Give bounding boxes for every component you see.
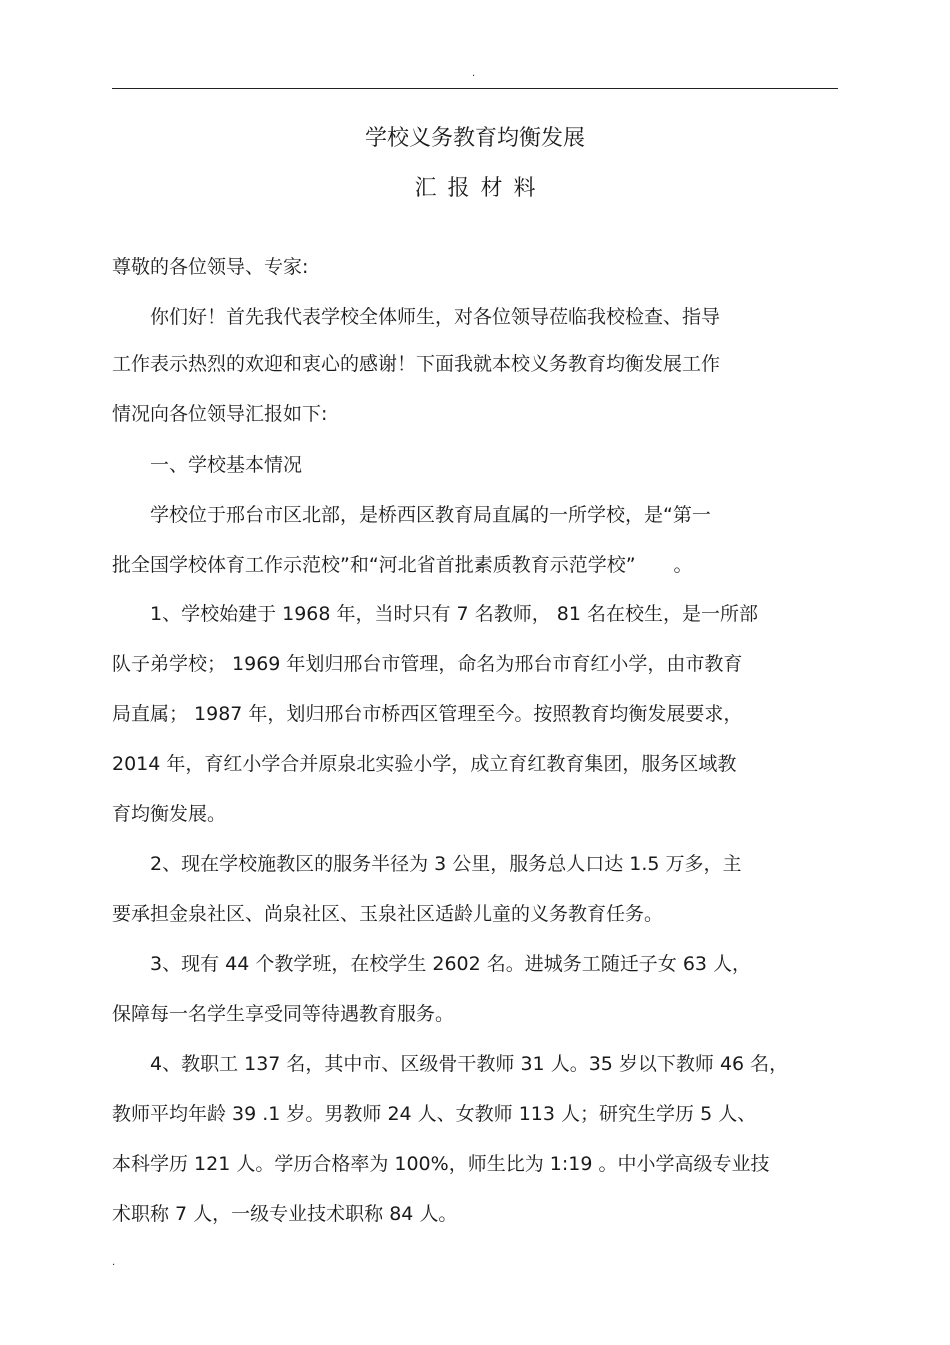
salutation: 尊敬的各位领导、专家: bbox=[112, 256, 309, 278]
body-line: 你们好！首先我代表学校全体师生，对各位领导莅临我校检查、指导 bbox=[112, 306, 721, 328]
header-rule bbox=[112, 88, 838, 89]
body-line: 2、现在学校施教区的服务半径为 3 公里，服务总人口达 1.5 万多，主 bbox=[112, 853, 742, 875]
body-line: 工作表示热烈的欢迎和衷心的感谢！下面我就本校义务教育均衡发展工作 bbox=[112, 353, 721, 375]
document-title: 学校义务教育均衡发展 bbox=[364, 126, 585, 151]
section-heading: 一、学校基本情况 bbox=[112, 454, 303, 476]
header-mark: . bbox=[472, 68, 476, 79]
body-line: 教师平均年龄 39 .1 岁。男教师 24 人、女教师 113 人；研究生学历 5 人、 bbox=[112, 1103, 757, 1125]
body-line: 要承担金泉社区、尚泉社区、玉泉社区适龄儿童的义务教育任务。 bbox=[112, 903, 664, 925]
body-line: 局直属； 1987 年，划归邢台市桥西区管理至今。按照教育均衡发展要求， bbox=[112, 703, 743, 725]
body-line: 情况向各位领导汇报如下: bbox=[112, 403, 328, 425]
body-line: 3、现有 44 个教学班，在校学生 2602 名。进城务工随迁子女 63 人， bbox=[112, 953, 752, 975]
body-line: 学校位于邢台市区北部，是桥西区教育局直属的一所学校，是“第一 bbox=[112, 504, 711, 526]
body-line: 育均衡发展。 bbox=[112, 803, 227, 825]
body-line: 术职称 7 人，一级专业技术职称 84 人。 bbox=[112, 1203, 458, 1225]
body-line: 本科学历 121 人。学历合格率为 100%，师生比为 1:19 。中小学高级专业技 bbox=[112, 1153, 770, 1175]
document-subtitle: 汇报材料 bbox=[414, 176, 547, 201]
body-line: 4、教职工 137 名，其中市、区级骨干教师 31 人。35 岁以下教师 46 名， bbox=[112, 1053, 789, 1075]
body-line: 1、学校始建于 1968 年，当时只有 7 名教师， 81 名在校生，是一所部 bbox=[112, 603, 758, 625]
body-line: 保障每一名学生享受同等待遇教育服务。 bbox=[112, 1003, 455, 1025]
footer-mark: . bbox=[112, 1257, 116, 1268]
body-line: 2014 年，育红小学合并原泉北实验小学，成立育红教育集团，服务区域教 bbox=[112, 753, 737, 775]
body-line: 批全国学校体育工作示范校”和“河北省首批素质教育示范学校” 。 bbox=[112, 554, 693, 576]
body-line: 队子弟学校； 1969 年划归邢台市管理，命名为邢台市育红小学，由市教育 bbox=[112, 653, 743, 675]
